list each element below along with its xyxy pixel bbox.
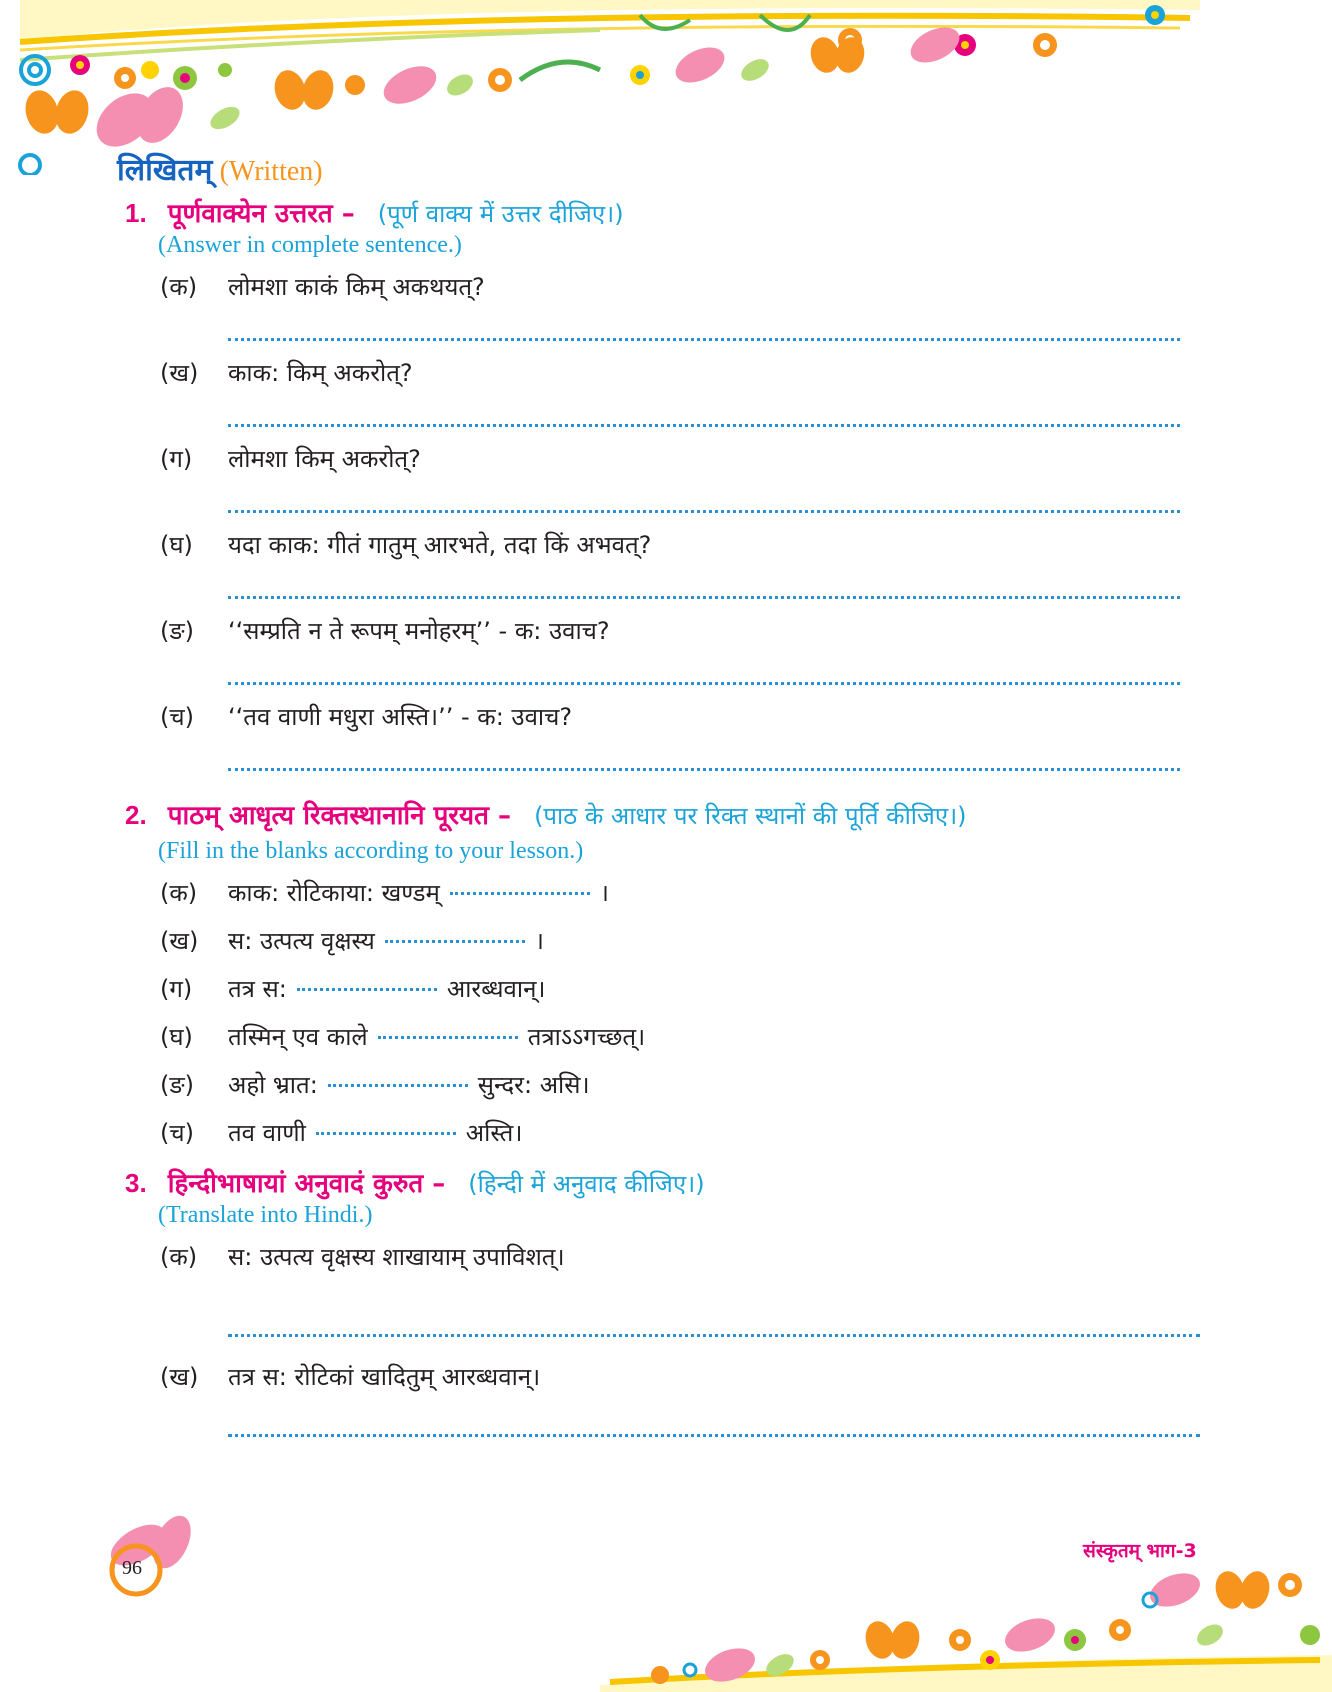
question-label: (ख) [160,359,199,387]
answer-line[interactable] [228,1434,1200,1437]
blank-before-text: स: उत्पत्य वृक्षस्य [228,927,375,955]
question-text: लोमशा काकं किम् अकथयत्? [228,273,485,301]
blank-2-gha [160,1020,645,1053]
blank-field[interactable] [385,940,525,943]
blank-field[interactable] [297,988,437,991]
answer-line[interactable] [228,768,1180,771]
translate-3-kha [160,1360,540,1393]
question-label: (च) [160,703,194,731]
blank-2-nga [160,1068,590,1101]
written-heading-hindi: लिखितम् [117,153,213,188]
blank-2-cha [160,1116,522,1149]
blank-after-text: सुन्दर: असि। [477,1071,590,1099]
question-text: ‘‘सम्प्रति न ते रूपम् मनोहरम्’’ - क: उवाच? [228,617,610,645]
section-3-title [125,1164,705,1200]
question-text: तत्र स: रोटिकां खादितुम् आरब्धवान्। [228,1363,541,1391]
blank-after-text: अस्ति। [465,1119,523,1147]
question-label: (ङ) [160,617,195,645]
question-text: स: उत्पत्य वृक्षस्य शाखायाम् उपाविशत्। [228,1243,565,1271]
question-text: ‘‘तव वाणी मधुरा अस्ति।’’ - क: उवाच? [228,703,573,731]
answer-line[interactable] [228,596,1180,599]
blank-after-text: । [599,879,609,907]
question-1-cha [160,700,572,733]
bottom-floral-banner [600,1560,1332,1692]
blank-field[interactable] [378,1036,518,1039]
written-heading [117,148,323,189]
question-1-nga [160,614,610,647]
blank-before-text: काक: रोटिकाया: खण्डम् [228,879,440,907]
question-label: (ग) [160,445,193,473]
blank-2-ga [160,972,546,1005]
blank-after-text: आरब्धवान्। [446,975,546,1003]
blank-2-kha [160,924,544,957]
section-3-hint: (हिन्दी में अनुवाद कीजिए।) [468,1170,705,1198]
question-label: (ङ) [160,1071,195,1099]
blank-field[interactable] [450,892,590,895]
blank-before-text: तत्र स: [228,975,287,1003]
section-1-heading: पूर्णवाक्येन उत्तरत – [167,199,355,229]
section-2-english: (Fill in the blanks according to your lesson.) [158,838,584,864]
blank-field[interactable] [316,1132,456,1135]
section-1-number: 1. [125,198,147,228]
section-1-title [125,194,624,230]
answer-line[interactable] [228,1334,1200,1337]
question-label: (ग) [160,975,193,1003]
section-2-hint: (पाठ के आधार पर रिक्त स्थानों की पूर्ति कीजिए।) [534,802,967,830]
blank-after-text: तत्राऽऽगच्छत्। [527,1023,646,1051]
question-label: (क) [160,879,198,907]
section-1-english: (Answer in complete sentence.) [158,232,462,258]
section-2-title [125,796,967,832]
blank-2-ka [160,876,609,909]
question-text: लोमशा किम् अकरोत्? [228,445,421,473]
written-heading-english: (Written) [219,156,323,187]
blank-before-text: तव वाणी [228,1119,306,1147]
answer-line[interactable] [228,338,1180,341]
section-3-english: (Translate into Hindi.) [158,1202,373,1228]
question-label: (क) [160,273,198,301]
question-label: (क) [160,1243,198,1271]
question-1-ka [160,270,485,303]
section-3-number: 3. [125,1168,147,1198]
blank-after-text: । [534,927,544,955]
answer-line[interactable] [228,682,1180,685]
question-label: (घ) [160,1023,193,1051]
question-1-ga [160,442,421,475]
question-label: (ख) [160,1363,199,1391]
section-3-heading: हिन्दीभाषायां अनुवादं कुरुत – [167,1169,446,1199]
answer-line[interactable] [228,510,1180,513]
page-number: 96 [122,1557,142,1579]
question-1-gha [160,528,651,561]
question-label: (घ) [160,531,193,559]
question-label: (ख) [160,927,199,955]
question-label: (च) [160,1119,194,1147]
question-text: काक: किम् अकरोत्? [228,359,413,387]
translate-3-ka [160,1240,565,1273]
question-text: यदा काक: गीतं गातुम् आरभते, तदा किं अभवत्? [228,531,652,559]
section-1-hint: (पूर्ण वाक्य में उत्तर दीजिए।) [377,200,624,228]
page-number-ornament [100,1500,220,1600]
answer-line[interactable] [228,424,1180,427]
blank-before-text: अहो भ्रात: [228,1071,318,1099]
section-2-number: 2. [125,800,147,830]
section-2-heading: पाठम् आधृत्य रिक्तस्थानानि पूरयत – [167,801,511,831]
blank-before-text: तस्मिन् एव काले [228,1023,368,1051]
question-1-kha [160,356,413,389]
blank-field[interactable] [328,1084,468,1087]
book-title: संस्कृतम् भाग-3 [1083,1540,1197,1562]
